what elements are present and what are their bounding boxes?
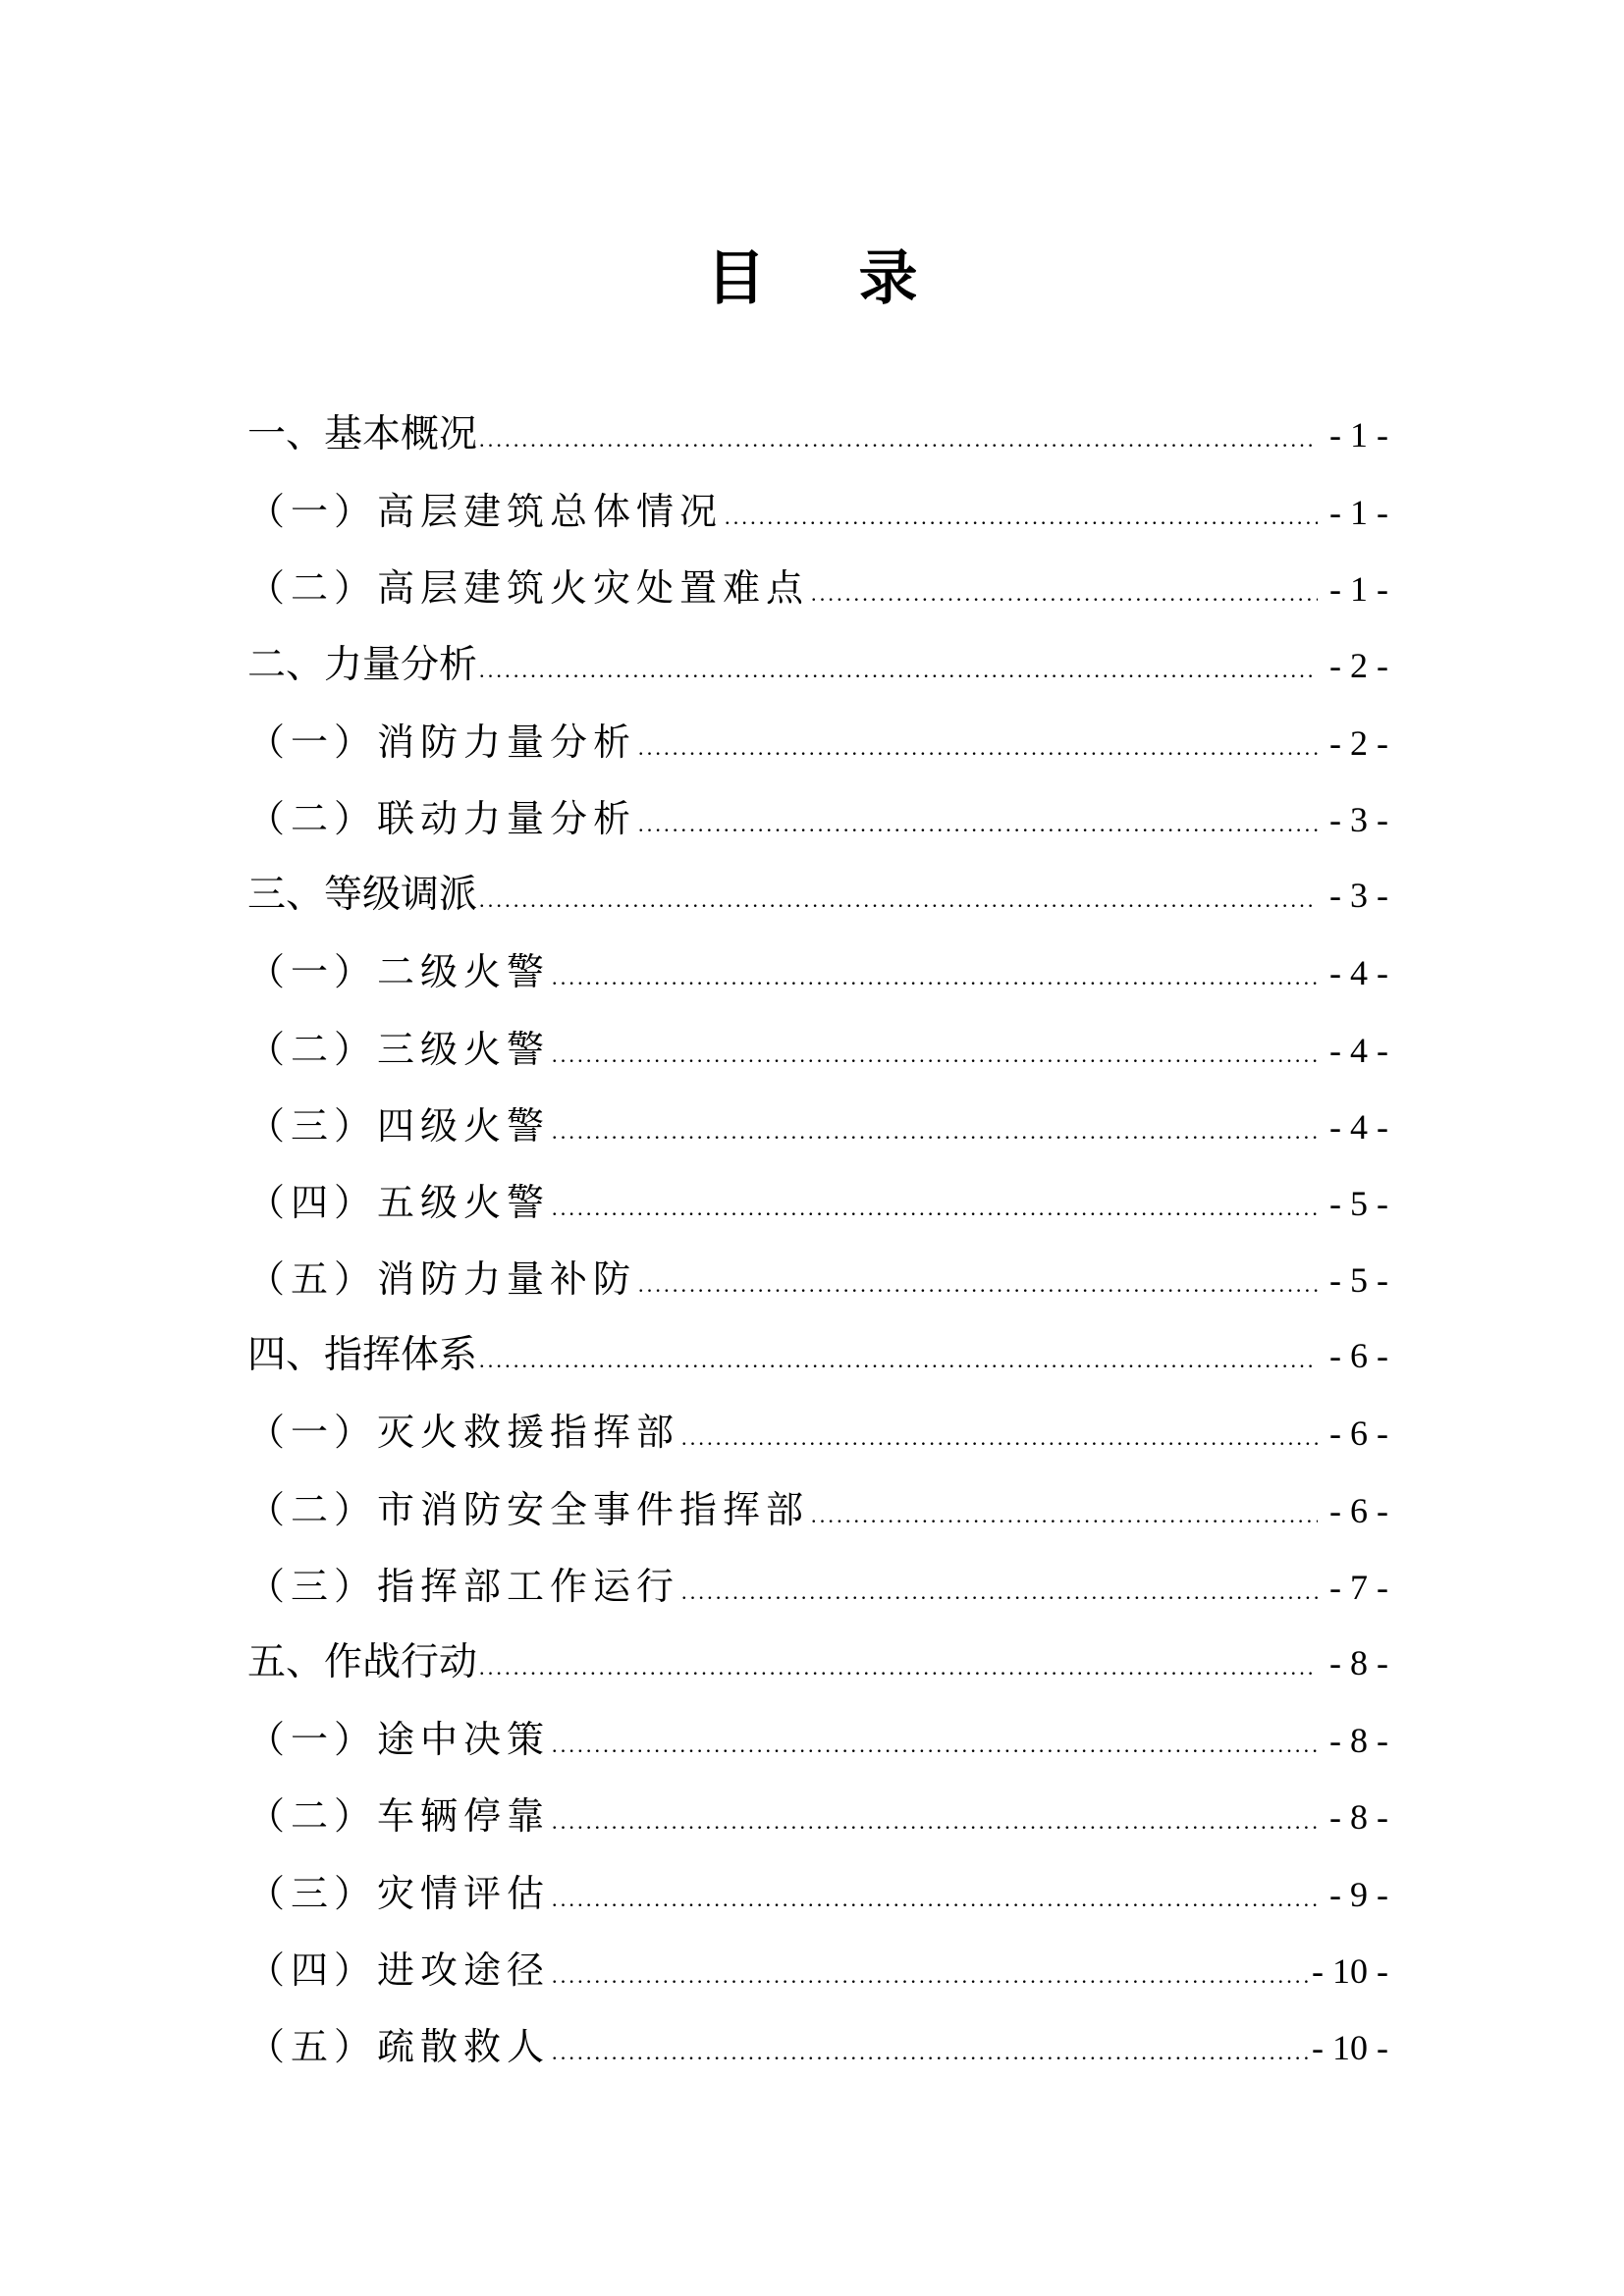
- toc-entry-subsection[interactable]: [247, 1855, 1388, 1932]
- toc-entry-section[interactable]: [247, 1317, 1388, 1394]
- table-of-contents: [247, 397, 1388, 2085]
- toc-entry-subsection[interactable]: [247, 1088, 1388, 1164]
- toc-entry-label: 三、等级调派: [247, 874, 478, 917]
- toc-entry-label: （四）五级火警: [247, 1180, 551, 1224]
- toc-entry-page: - 10 -: [1312, 1950, 1388, 1991]
- dot-leader: [811, 1477, 1318, 1554]
- dot-leader: [552, 1094, 1318, 1170]
- toc-entry-subsection[interactable]: [247, 1011, 1388, 1088]
- toc-entry-page: - 8 -: [1329, 1797, 1388, 1838]
- dot-leader: [479, 401, 1318, 478]
- dot-leader: [479, 1629, 1318, 1706]
- toc-entry-subsection[interactable]: [247, 473, 1388, 550]
- toc-entry-subsection[interactable]: [247, 1164, 1388, 1241]
- dot-leader: [552, 1861, 1318, 1938]
- toc-entry-label: （一）途中决策: [247, 1718, 551, 1762]
- toc-entry-label: （三）灾情评估: [247, 1871, 551, 1915]
- dot-leader: [681, 1400, 1318, 1476]
- toc-entry-label: （二）市消防安全事件指挥部: [247, 1487, 810, 1531]
- toc-entry-page: - 1 -: [1329, 415, 1388, 454]
- toc-entry-page: - 2 -: [1329, 722, 1388, 763]
- toc-entry-page: - 6 -: [1329, 1490, 1388, 1530]
- toc-entry-page: - 9 -: [1329, 1874, 1388, 1914]
- dot-leader: [479, 1322, 1318, 1399]
- toc-entry-label: （三）指挥部工作运行: [247, 1564, 680, 1608]
- toc-entry-label: （二）三级火警: [247, 1027, 551, 1071]
- toc-entry-subsection[interactable]: [247, 1471, 1388, 1548]
- dot-leader: [479, 862, 1318, 938]
- toc-entry-subsection[interactable]: [247, 1778, 1388, 1854]
- toc-entry-page: - 5 -: [1329, 1183, 1388, 1223]
- dot-leader: [811, 556, 1318, 632]
- toc-entry-page: - 3 -: [1329, 876, 1388, 916]
- toc-entry-label: （一）灭火救援指挥部: [247, 1411, 680, 1455]
- toc-entry-label: （五）疏散救人: [247, 2024, 551, 2068]
- toc-entry-section[interactable]: [247, 857, 1388, 934]
- toc-entry-subsection[interactable]: [247, 1932, 1388, 2008]
- toc-entry-section[interactable]: [247, 397, 1388, 473]
- toc-entry-label: 二、力量分析: [247, 643, 478, 686]
- dot-leader: [552, 1784, 1318, 1860]
- toc-entry-label: 四、指挥体系: [247, 1334, 478, 1377]
- toc-entry-page: - 5 -: [1329, 1260, 1388, 1301]
- toc-entry-label: （二）联动力量分析: [247, 796, 637, 840]
- toc-entry-page: - 4 -: [1329, 1106, 1388, 1147]
- toc-entry-page: - 1 -: [1329, 493, 1388, 533]
- toc-entry-subsection[interactable]: [247, 1701, 1388, 1778]
- dot-leader: [725, 479, 1318, 556]
- dot-leader: [552, 939, 1318, 1016]
- toc-entry-label: （三）四级火警: [247, 1103, 551, 1148]
- toc-entry-page: - 10 -: [1312, 2027, 1388, 2067]
- toc-entry-page: - 4 -: [1329, 953, 1388, 993]
- toc-entry-page: - 1 -: [1329, 569, 1388, 610]
- toc-entry-page: - 4 -: [1329, 1030, 1388, 1070]
- toc-entry-page: - 2 -: [1329, 645, 1388, 685]
- toc-entry-page: - 8 -: [1329, 1643, 1388, 1682]
- toc-entry-label: （一）消防力量分析: [247, 720, 637, 764]
- toc-entry-subsection[interactable]: [247, 780, 1388, 857]
- dot-leader: [638, 786, 1318, 863]
- toc-entry-subsection[interactable]: [247, 550, 1388, 626]
- toc-entry-page: - 7 -: [1329, 1567, 1388, 1607]
- toc-entry-page: - 6 -: [1329, 1336, 1388, 1376]
- toc-entry-section[interactable]: [247, 1625, 1388, 1701]
- dot-leader: [552, 1017, 1318, 1094]
- toc-entry-section[interactable]: [247, 627, 1388, 704]
- dot-leader: [552, 1938, 1310, 2014]
- toc-entry-label: （四）进攻途径: [247, 1948, 551, 1992]
- toc-entry-page: - 3 -: [1329, 799, 1388, 839]
- dot-leader: [552, 1170, 1318, 1247]
- toc-entry-subsection[interactable]: [247, 934, 1388, 1010]
- dot-leader: [479, 632, 1318, 709]
- dot-leader: [552, 2014, 1310, 2091]
- toc-entry-label: 五、作战行动: [247, 1641, 478, 1683]
- toc-entry-label: （五）消防力量补防: [247, 1257, 637, 1302]
- toc-entry-page: - 8 -: [1329, 1721, 1388, 1761]
- toc-entry-label: （二）车辆停靠: [247, 1794, 551, 1839]
- toc-entry-subsection[interactable]: [247, 1394, 1388, 1470]
- toc-entry-subsection[interactable]: [247, 1548, 1388, 1625]
- dot-leader: [638, 710, 1318, 786]
- toc-entry-page: - 6 -: [1329, 1414, 1388, 1454]
- toc-entry-label: （一）二级火警: [247, 950, 551, 994]
- toc-entry-subsection[interactable]: [247, 2008, 1388, 2085]
- dot-leader: [681, 1554, 1318, 1630]
- toc-entry-subsection[interactable]: [247, 1241, 1388, 1317]
- page-title: 目 录: [706, 246, 957, 311]
- toc-entry-label: 一、基本概况: [247, 413, 478, 455]
- toc-entry-label: （一）高层建筑总体情况: [247, 490, 724, 534]
- toc-entry-subsection[interactable]: [247, 704, 1388, 780]
- dot-leader: [638, 1247, 1318, 1323]
- toc-entry-label: （二）高层建筑火灾处置难点: [247, 566, 810, 611]
- dot-leader: [552, 1707, 1318, 1784]
